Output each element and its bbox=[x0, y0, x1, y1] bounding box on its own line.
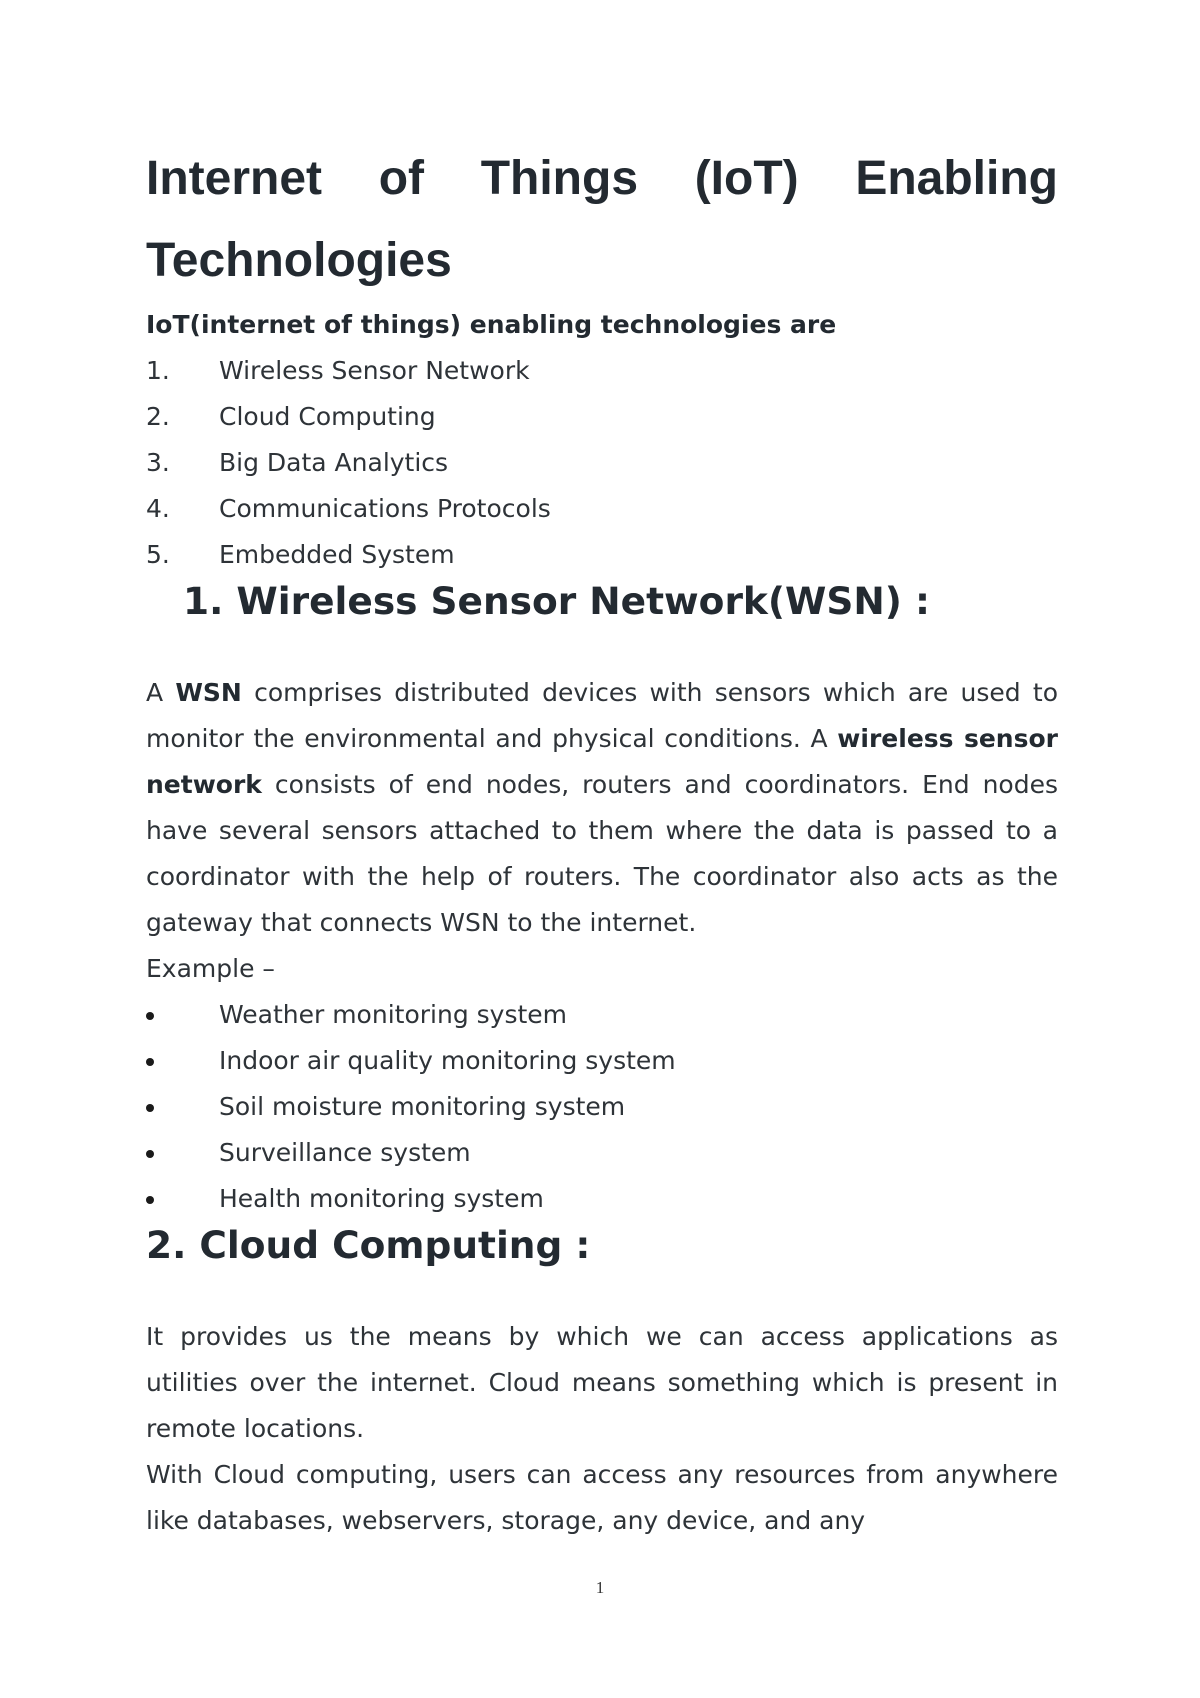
list-item bbox=[146, 992, 1058, 1038]
intro-line: IoT(internet of things) enabling technologies are bbox=[146, 310, 837, 339]
list-item-label: Embedded System bbox=[219, 540, 455, 569]
example-label: Soil moisture monitoring system bbox=[219, 1092, 626, 1121]
page-number: 1 bbox=[595, 1578, 605, 1597]
list-item-label: Wireless Sensor Network bbox=[219, 356, 530, 385]
bullet-icon bbox=[146, 1012, 154, 1020]
example-label: Indoor air quality monitoring system bbox=[219, 1046, 676, 1075]
technologies-list bbox=[146, 348, 1058, 578]
bullet-icon bbox=[146, 1150, 154, 1158]
spacer bbox=[146, 1268, 1058, 1314]
document-title: Internet of Things (IoT) Enabling Technologies bbox=[146, 152, 1058, 287]
bullet-icon bbox=[146, 1104, 154, 1112]
wsn-text-1: A bbox=[146, 678, 176, 707]
wsn-heading: 1. Wireless Sensor Network(WSN) : bbox=[183, 579, 930, 623]
cloud-paragraph-2: With Cloud computing, users can access any resources from anywhere like databases, webservers, storage, any device, and any bbox=[146, 1460, 1058, 1535]
example-label: Weather monitoring system bbox=[219, 1000, 568, 1029]
bullet-icon bbox=[146, 1058, 154, 1066]
wsn-text-2: comprises distributed devices with sensors which are used to monitor the environmental and physical conditions. A bbox=[146, 678, 1058, 753]
list-item bbox=[146, 1176, 1058, 1222]
list-item bbox=[146, 348, 1058, 394]
cloud-paragraph-1: It provides us the means by which we can access applications as utilities over the internet. Cloud means something which is present in remote locations. bbox=[146, 1322, 1058, 1443]
example-label: Surveillance system bbox=[219, 1138, 471, 1167]
list-number: 1. bbox=[146, 356, 170, 385]
wsn-example-label: Example – bbox=[146, 954, 275, 983]
list-number: 5. bbox=[146, 540, 170, 569]
example-label: Health monitoring system bbox=[219, 1184, 544, 1213]
list-number: 3. bbox=[146, 448, 170, 477]
list-item-label: Communications Protocols bbox=[219, 494, 551, 523]
list-item bbox=[146, 440, 1058, 486]
wsn-text-3: consists of end nodes, routers and coordinators. End nodes have several sensors attached to them where the data is passed to a coordinator with the help of routers. The coordinator also acts as the gateway that connects WSN to the internet. bbox=[146, 770, 1058, 937]
wsn-bold-term: WSN bbox=[175, 678, 242, 707]
list-number: 4. bbox=[146, 494, 170, 523]
cloud-heading: 2. Cloud Computing : bbox=[146, 1223, 591, 1267]
document-page bbox=[146, 138, 1058, 1544]
list-item-label: Cloud Computing bbox=[219, 402, 436, 431]
list-item bbox=[146, 394, 1058, 440]
wsn-paragraph bbox=[146, 670, 1058, 946]
wsn-bold-term-2: wireless sensor network bbox=[146, 724, 1058, 799]
list-item bbox=[146, 532, 1058, 578]
wsn-examples-list bbox=[146, 992, 1058, 1222]
list-item bbox=[146, 1084, 1058, 1130]
bullet-icon bbox=[146, 1196, 154, 1204]
list-item-label: Big Data Analytics bbox=[219, 448, 449, 477]
list-item bbox=[146, 1038, 1058, 1084]
list-item bbox=[146, 486, 1058, 532]
list-number: 2. bbox=[146, 402, 170, 431]
list-item bbox=[146, 1130, 1058, 1176]
spacer bbox=[146, 624, 1058, 670]
